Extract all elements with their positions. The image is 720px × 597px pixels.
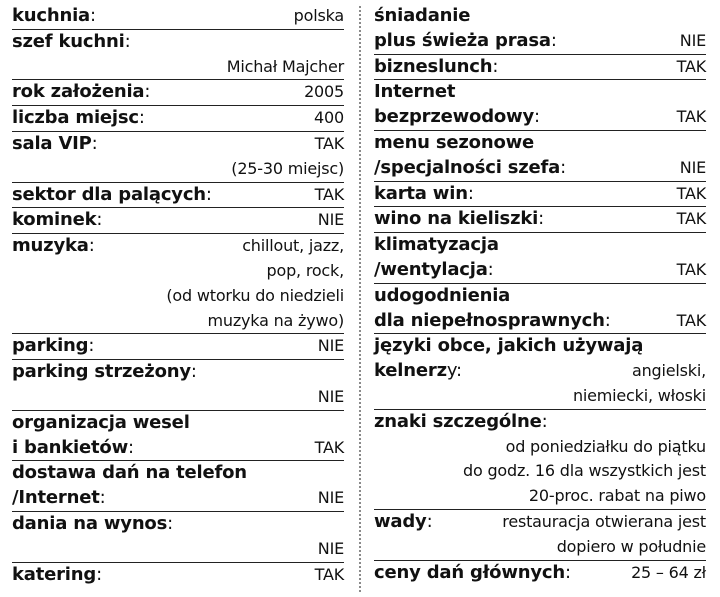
- value: NIE: [679, 157, 706, 177]
- label: śniadanie: [374, 5, 471, 26]
- column-divider: [359, 6, 361, 592]
- label: parking: [12, 335, 89, 357]
- label: /wentylacja: [374, 258, 488, 280]
- value: TAK: [676, 107, 706, 127]
- label: rok założenia: [12, 81, 145, 103]
- value: TAK: [314, 437, 344, 457]
- value-line: niemiecki, włoski: [572, 385, 706, 405]
- label: języki obce, jakich używają: [374, 335, 644, 357]
- label: /specjalności szefa: [374, 156, 561, 178]
- label: klimatyzacja: [374, 234, 499, 256]
- label: katering: [12, 563, 97, 585]
- entry-znaki-szczegolne: znaki szczególne: od poniedziałku do piątku do godz. 16 dla wszystkich jest 20-proc. rabat na piwo: [374, 410, 706, 510]
- value: Michał Majcher: [226, 56, 344, 76]
- value: polska: [293, 6, 344, 25]
- right-column: [374, 4, 706, 585]
- left-column: [12, 4, 344, 587]
- value: TAK: [676, 259, 706, 279]
- label: dostawa dań na telefon: [12, 462, 247, 484]
- label: liczba miejsc: [12, 107, 139, 129]
- value-line: do godz. 16 dla wszystkich jest: [463, 461, 706, 481]
- value: TAK: [314, 184, 344, 204]
- value-line: (od wtorku do niedzieli: [166, 285, 344, 305]
- label: Internet: [374, 81, 456, 103]
- value-line: muzyka na żywo): [207, 310, 344, 330]
- label: organizacja wesel: [12, 411, 190, 433]
- value-line: dopiero w południe: [556, 536, 706, 556]
- label: sala VIP: [12, 132, 92, 154]
- value-line: chillout, jazz,: [242, 236, 344, 256]
- value: NIE: [317, 488, 344, 508]
- value: 400: [314, 108, 344, 128]
- value-line: restauracja otwierana jest: [502, 511, 706, 531]
- entry-sala-vip: sala VIP: TAK (25-30 miejsc): [12, 132, 344, 183]
- label: wady: [374, 510, 427, 532]
- label: muzyka: [12, 235, 89, 257]
- value: NIE: [317, 336, 344, 356]
- label: parking strzeżony: [12, 361, 191, 383]
- entry-kominek: kominek: NIE: [12, 208, 344, 234]
- entry-karta-win: karta win: TAK: [374, 182, 706, 208]
- entry-udogodnienia: udogodnienia dla niepełnosprawnych: TAK: [374, 284, 706, 335]
- value: 25 – 64 zł: [631, 562, 706, 582]
- entry-szef-kuchni: szef kuchni: Michał Majcher: [12, 30, 344, 81]
- value: NIE: [679, 30, 706, 50]
- value-line: od poniedziałku do piątku: [505, 436, 706, 456]
- value: NIE: [317, 210, 344, 230]
- entry-kuchnia: kuchnia: polska: [12, 4, 344, 30]
- value: NIE: [317, 386, 344, 406]
- value: TAK: [676, 209, 706, 229]
- entry-klimatyzacja: klimatyzacja /wentylacja: TAK: [374, 233, 706, 284]
- note: (25-30 miejsc): [231, 158, 344, 178]
- entry-bizneslunch: bizneslunch: TAK: [374, 55, 706, 81]
- label: dla niepełnosprawnych: [374, 309, 605, 331]
- value: TAK: [676, 56, 706, 76]
- label: szef kuchni: [12, 30, 125, 52]
- entry-sniadanie: śniadanie plus świeża prasa: NIE: [374, 4, 706, 55]
- value: TAK: [676, 183, 706, 203]
- entry-wady: wady: restauracja otwierana jest dopiero w południe: [374, 510, 706, 561]
- value-line: pop, rock,: [266, 260, 344, 280]
- value-line: angielski,: [632, 361, 706, 381]
- label: bizneslunch: [374, 55, 493, 77]
- entry-dostawa: dostawa dań na telefon /Internet: NIE: [12, 461, 344, 512]
- label: bezprzewodowy: [374, 106, 535, 128]
- value: TAK: [676, 310, 706, 330]
- entry-muzyka: muzyka: chillout, jazz, pop, rock, (od wtorku do niedzieli muzyka na żywo): [12, 234, 344, 334]
- value: NIE: [317, 538, 344, 558]
- label: kominek: [12, 209, 97, 231]
- label: dania na wynos: [12, 512, 168, 534]
- label: sektor dla palących: [12, 183, 206, 205]
- label: wino na kieliszki: [374, 208, 539, 230]
- label: plus świeża prasa: [374, 29, 551, 51]
- label: znaki szczególne: [374, 410, 542, 432]
- entry-sektor-palacych: sektor dla palących: TAK: [12, 183, 344, 209]
- entry-menu-sezonowe: menu sezonowe /specjalności szefa: NIE: [374, 131, 706, 182]
- value: TAK: [314, 133, 344, 153]
- entry-parking-strzezony: parking strzeżony: NIE: [12, 360, 344, 411]
- value: 2005: [304, 82, 344, 102]
- label: ceny dań głównych: [374, 561, 565, 583]
- label: kelnerz: [374, 360, 447, 382]
- entry-ceny-dan: ceny dań głównych: 25 – 64 zł: [374, 561, 706, 586]
- value-line: 20-proc. rabat na piwo: [528, 486, 706, 506]
- entry-parking: parking: NIE: [12, 334, 344, 360]
- value: TAK: [314, 564, 344, 584]
- label: karta win: [374, 182, 468, 204]
- label: kuchnia: [12, 5, 91, 26]
- entry-rok-zalozenia: rok założenia: 2005: [12, 80, 344, 106]
- label: i bankietów: [12, 436, 129, 458]
- label: udogodnienia: [374, 284, 511, 306]
- entry-liczba-miejsc: liczba miejsc: 400: [12, 106, 344, 132]
- entry-organizacja-wesel: organizacja wesel i bankietów: TAK: [12, 411, 344, 462]
- entry-wino-na-kieliszki: wino na kieliszki: TAK: [374, 207, 706, 233]
- label: menu sezonowe: [374, 131, 535, 153]
- label: /Internet: [12, 487, 100, 509]
- entry-internet: Internet bezprzewodowy: TAK: [374, 80, 706, 131]
- entry-katering: katering: TAK: [12, 563, 344, 588]
- entry-jezyki-obce: języki obce, jakich używają kelnerzy: angielski, niemiecki, włoski: [374, 334, 706, 409]
- entry-dania-na-wynos: dania na wynos: NIE: [12, 512, 344, 563]
